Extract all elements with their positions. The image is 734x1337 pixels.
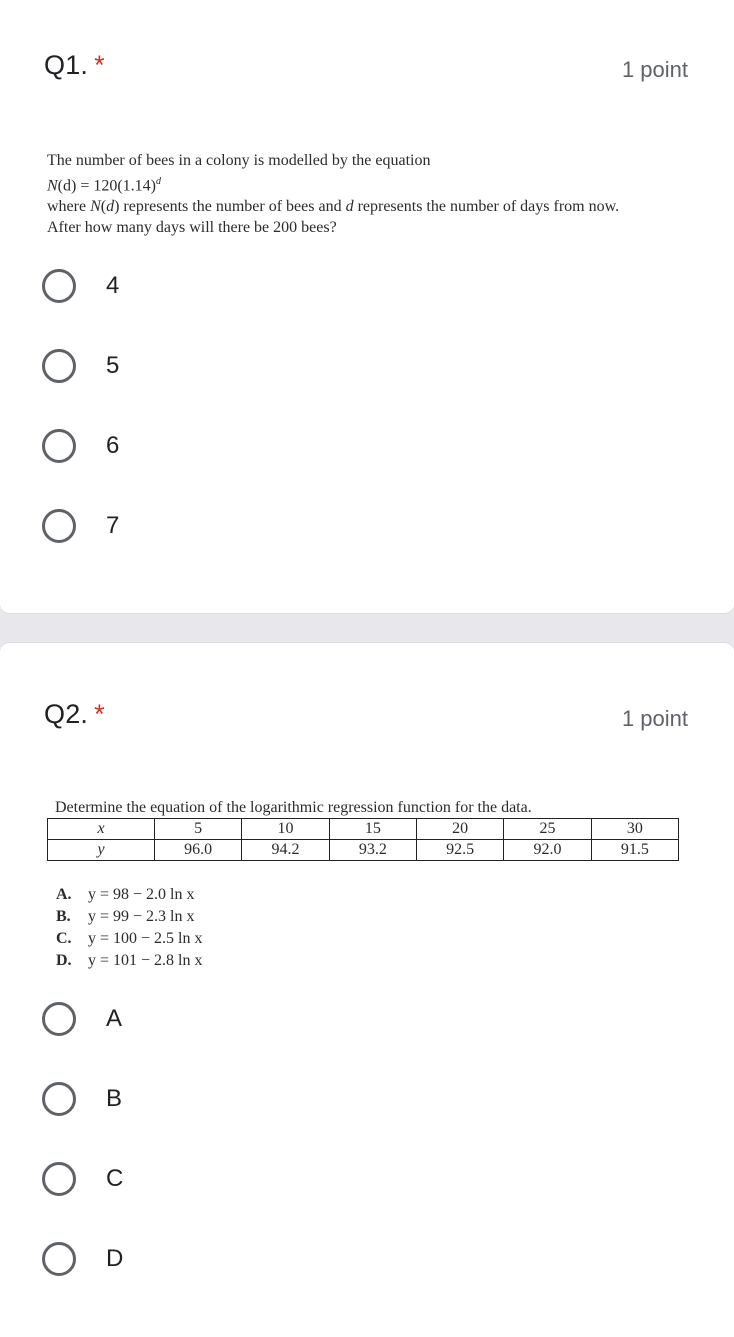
table-row-y bbox=[48, 840, 679, 861]
radio-button[interactable] bbox=[42, 1242, 76, 1276]
table-header-x: x bbox=[48, 819, 155, 840]
required-asterisk: * bbox=[94, 50, 105, 80]
question-title bbox=[44, 699, 105, 730]
table-cell: 30 bbox=[591, 819, 678, 840]
table-cell: 15 bbox=[329, 819, 416, 840]
text-span: represents the number of days from now. bbox=[353, 198, 620, 216]
table-cell: 92.5 bbox=[416, 840, 503, 861]
question-card-2 bbox=[0, 642, 734, 1337]
choice-a bbox=[56, 884, 203, 906]
choice-letter: A. bbox=[56, 886, 72, 903]
choice-b bbox=[56, 906, 203, 928]
text-span: where bbox=[47, 198, 91, 216]
question-title bbox=[44, 50, 105, 81]
question-image-text bbox=[47, 150, 619, 238]
option-b[interactable] bbox=[42, 1077, 122, 1121]
table-cell: 10 bbox=[242, 819, 329, 840]
option-4[interactable] bbox=[42, 264, 119, 308]
option-label: A bbox=[106, 1005, 123, 1032]
answer-choices bbox=[56, 884, 203, 972]
table-row-x bbox=[48, 819, 679, 840]
table-header-y: y bbox=[48, 840, 155, 861]
eq-body: = 120(1.14) bbox=[76, 177, 157, 195]
required-asterisk: * bbox=[94, 699, 105, 729]
choice-text: y = 98 − 2.0 ln x bbox=[88, 886, 195, 903]
option-a[interactable] bbox=[42, 997, 122, 1041]
text-var: d bbox=[345, 198, 354, 216]
eq-arg: (d) bbox=[57, 177, 77, 195]
choice-text: y = 100 − 2.5 ln x bbox=[88, 930, 203, 947]
eq-exponent: d bbox=[156, 176, 162, 187]
option-label: C bbox=[106, 1165, 124, 1192]
option-label: D bbox=[106, 1245, 124, 1272]
option-5[interactable] bbox=[42, 344, 119, 388]
table-cell: 93.2 bbox=[329, 840, 416, 861]
option-7[interactable] bbox=[42, 504, 119, 548]
choice-letter: D. bbox=[56, 952, 72, 969]
table-cell: 96.0 bbox=[155, 840, 242, 861]
choice-letter: C. bbox=[56, 930, 72, 947]
table-cell: 5 bbox=[155, 819, 242, 840]
question-card-1 bbox=[0, 0, 734, 614]
choice-d bbox=[56, 950, 203, 972]
choice-text: y = 99 − 2.3 ln x bbox=[88, 908, 195, 925]
prompt-line bbox=[47, 196, 619, 217]
option-c[interactable] bbox=[42, 1157, 123, 1201]
table-cell: 94.2 bbox=[242, 840, 329, 861]
prompt-line: After how many days will there be 200 bees? bbox=[47, 219, 337, 237]
equation-line bbox=[47, 171, 619, 196]
table-cell: 25 bbox=[504, 819, 591, 840]
question-number: Q1. bbox=[44, 50, 89, 80]
question-prompt: Determine the equation of the logarithmic regression function for the data. bbox=[55, 799, 532, 816]
table-cell: 92.0 bbox=[504, 840, 591, 861]
question-number: Q2. bbox=[44, 699, 89, 729]
points-label: 1 point bbox=[621, 706, 688, 731]
radio-button[interactable] bbox=[42, 509, 76, 543]
radio-button[interactable] bbox=[42, 269, 76, 303]
radio-button[interactable] bbox=[42, 1082, 76, 1116]
choice-letter: B. bbox=[56, 908, 71, 925]
radio-button[interactable] bbox=[42, 1002, 76, 1036]
prompt-line: The number of bees in a colony is modelled by the equation bbox=[47, 152, 431, 169]
eq-var: N bbox=[47, 177, 58, 195]
table-cell: 20 bbox=[416, 819, 503, 840]
option-label: B bbox=[106, 1085, 123, 1112]
data-table bbox=[47, 818, 679, 861]
choice-c bbox=[56, 928, 203, 950]
text-span: ) represents the number of bees and bbox=[114, 198, 346, 216]
radio-button[interactable] bbox=[42, 1162, 76, 1196]
table-cell: 91.5 bbox=[591, 840, 678, 861]
radio-button[interactable] bbox=[42, 429, 76, 463]
option-label: 5 bbox=[106, 352, 120, 379]
option-label: 7 bbox=[106, 512, 120, 539]
option-label: 4 bbox=[106, 272, 120, 299]
option-6[interactable] bbox=[42, 424, 119, 468]
choice-text: y = 101 − 2.8 ln x bbox=[88, 952, 203, 969]
option-label: 6 bbox=[106, 432, 120, 459]
radio-button[interactable] bbox=[42, 349, 76, 383]
text-var: N bbox=[90, 198, 101, 216]
option-d[interactable] bbox=[42, 1237, 123, 1281]
text-var: d bbox=[106, 198, 115, 216]
text-span: ( bbox=[100, 198, 107, 216]
points-label: 1 point bbox=[621, 57, 688, 82]
